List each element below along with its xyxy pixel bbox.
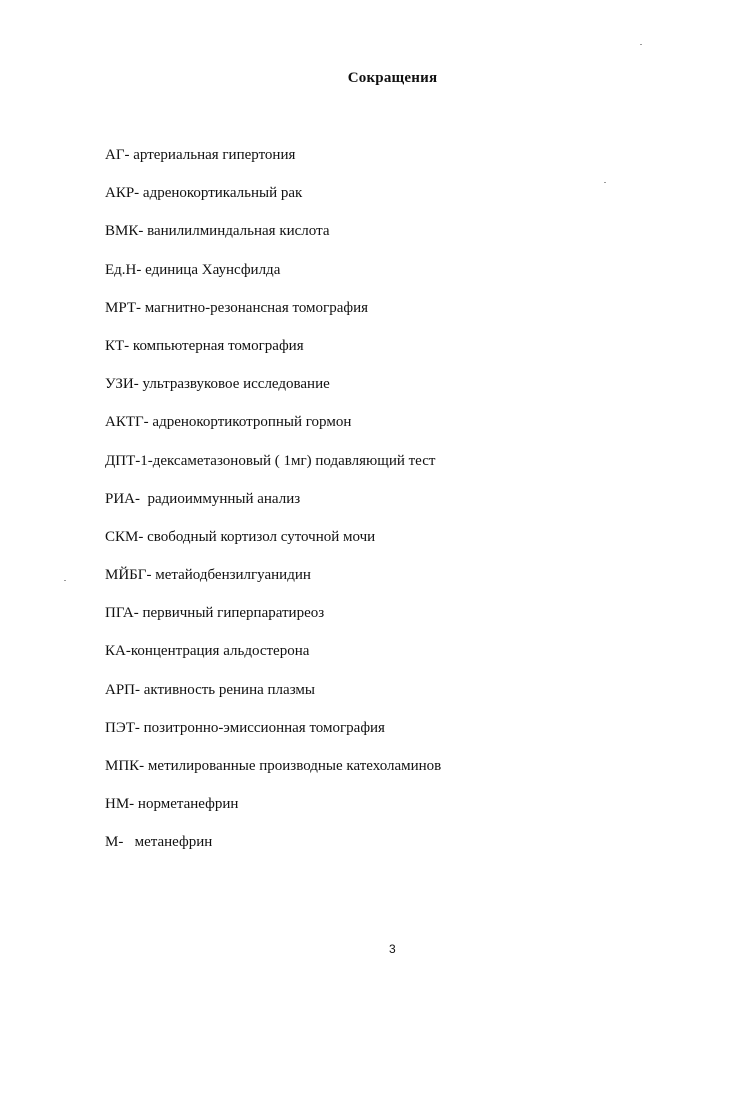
page-number: 3 <box>389 942 396 956</box>
list-item: КА-концентрация альдостерона <box>105 643 310 660</box>
abbreviation-list <box>105 145 441 871</box>
list-item: АРП- активность ренина плазмы <box>105 681 315 698</box>
list-item: ПЭТ- позитронно-эмиссионная томография <box>105 719 385 736</box>
scan-speck <box>640 44 642 45</box>
list-item: АГ- артериальная гипертония <box>105 147 296 163</box>
list-item: СКМ- свободный кортизол суточной мочи <box>105 528 376 545</box>
list-item: КТ- компьютерная томография <box>105 337 304 354</box>
scan-speck <box>604 182 606 183</box>
list-item: АКТГ- адренокортикотропный гормон <box>105 414 352 431</box>
list-item: ДПТ-1-дексаметазоновый ( 1мг) подавляющий тест <box>105 452 436 469</box>
list-item: М- метанефрин <box>105 834 213 851</box>
list-item: Ед.Н- единица Хаунсфилда <box>105 261 281 278</box>
list-item: ПГА- первичный гиперпаратиреоз <box>105 605 325 622</box>
list-item: АКР- адренокортикальный рак <box>105 185 303 202</box>
scan-speck <box>64 580 66 581</box>
page-title: Сокращения <box>347 70 438 86</box>
list-item: МПК- метилированные производные катехоламинов <box>105 758 442 774</box>
list-item: ВМК- ванилилминдальная кислота <box>105 223 330 240</box>
list-item: НМ- норметанефрин <box>105 796 239 813</box>
list-item: МЙБГ- метайодбензилгуанидин <box>105 567 311 584</box>
list-item: МРТ- магнитно-резонансная томография <box>105 299 369 316</box>
list-item: УЗИ- ультразвуковое исследование <box>105 376 330 393</box>
list-item: РИА- радиоиммунный анализ <box>105 490 301 507</box>
